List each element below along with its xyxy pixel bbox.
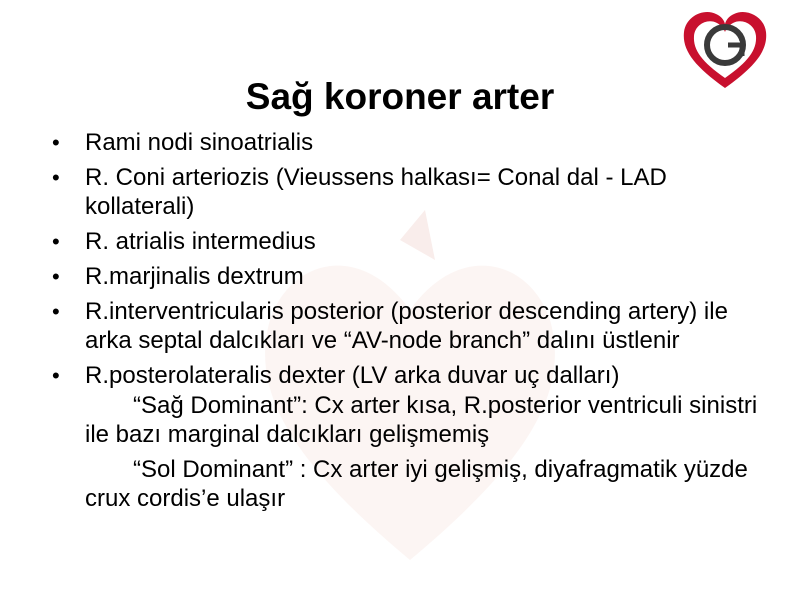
- bullet-dot-icon: •: [52, 363, 60, 388]
- bullet-dot-icon: •: [52, 165, 60, 190]
- note-sag-dominant: [52, 391, 772, 449]
- bullet-text: R. atrialis intermedius: [85, 228, 316, 255]
- bullet-item: [52, 262, 772, 291]
- bullet-item: [52, 128, 772, 157]
- bullet-dot-icon: •: [52, 130, 60, 155]
- bullet-list: [52, 128, 772, 513]
- bullet-text: R. Coni arteriozis (Vieussens halkası= Conal dal - LAD kollaterali): [85, 164, 667, 220]
- bullet-item: [52, 297, 772, 355]
- bullet-text: R.posterolateralis dexter (LV arka duvar uç dalları): [85, 362, 620, 389]
- note-text: “Sağ Dominant”: Cx arter kısa, R.posterior ventriculi sinistri ile bazı marginal dalcıkları gelişmemiş: [85, 392, 758, 448]
- bullet-item: [52, 361, 772, 390]
- bullet-text: R.interventricularis posterior (posterior descending artery) ile arka septal dalcıkları ve “AV-node branch” dalını üstlenir: [85, 298, 728, 354]
- bullet-dot-icon: •: [52, 264, 60, 289]
- bullet-text: Rami nodi sinoatrialis: [85, 129, 314, 156]
- slide-title: Sağ koroner arter: [245, 76, 555, 117]
- bullet-dot-icon: •: [52, 299, 60, 324]
- note-sol-dominant: [52, 455, 772, 513]
- note-text: “Sol Dominant” : Cx arter iyi gelişmiş, diyafragmatik yüzde crux cordis’e ulaşır: [85, 456, 748, 512]
- bullet-text: R.marjinalis dextrum: [85, 263, 304, 290]
- bullet-item: [52, 227, 772, 256]
- bullet-dot-icon: •: [52, 229, 60, 254]
- bullet-item: [52, 163, 772, 221]
